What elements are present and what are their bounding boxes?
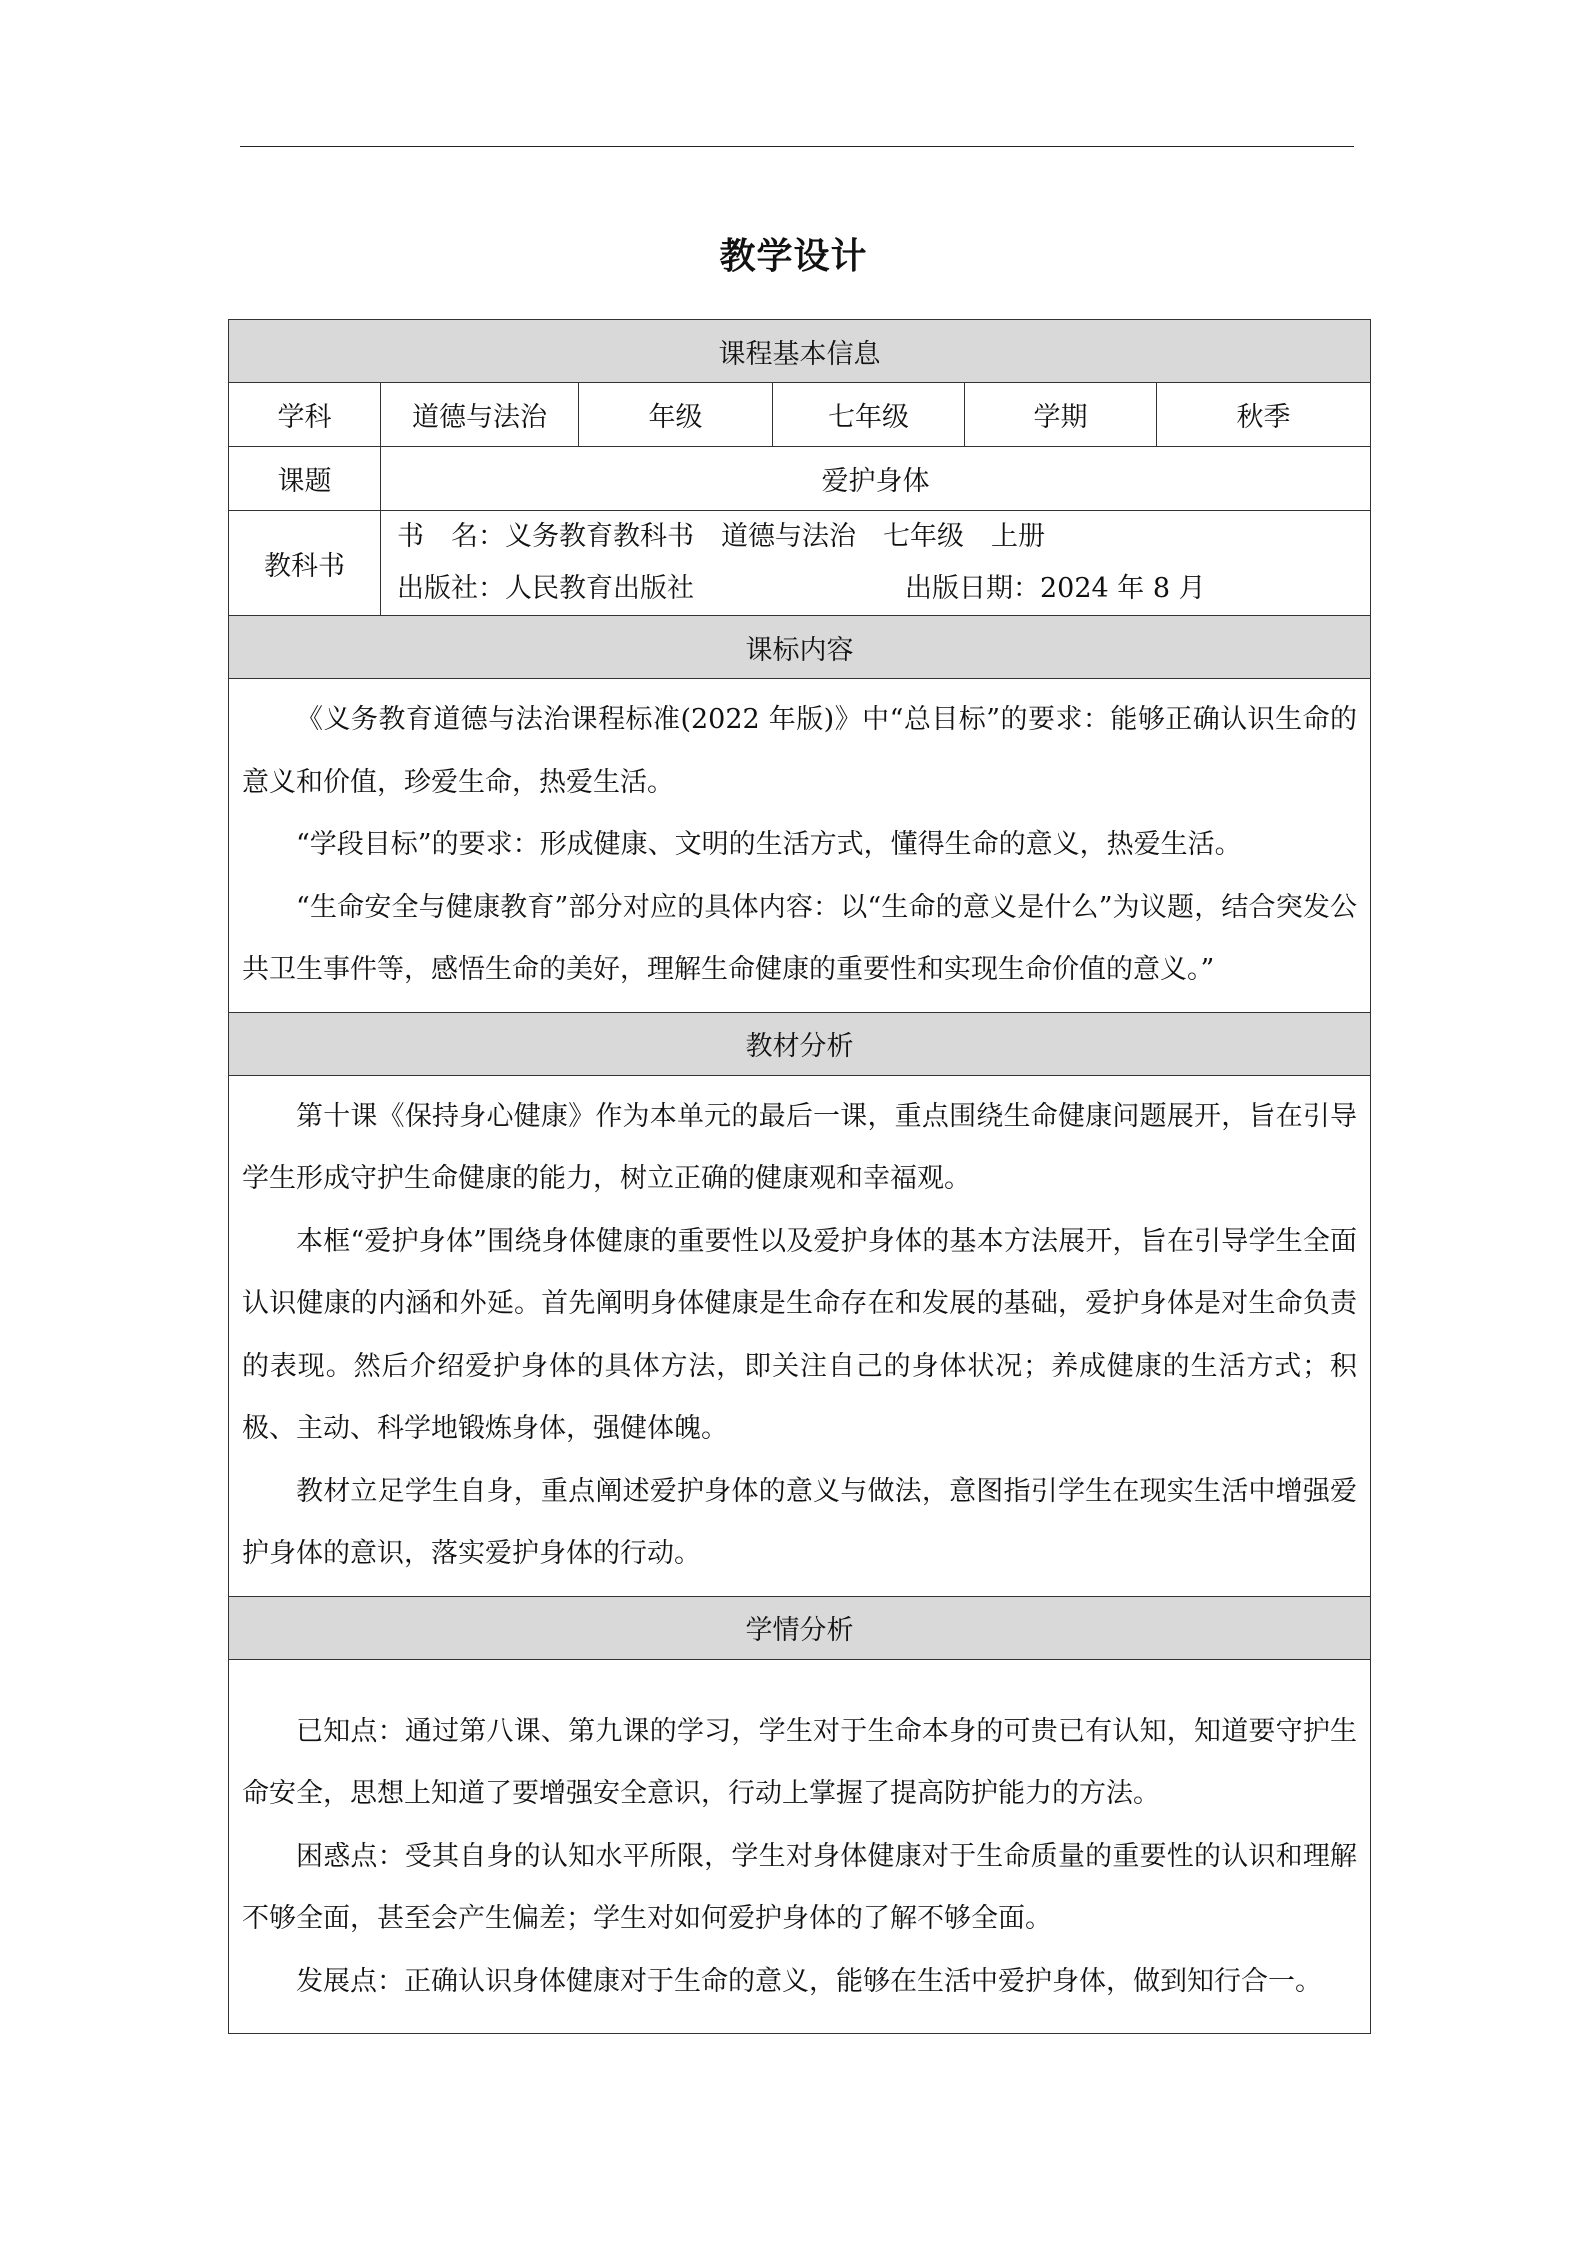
paragraph: 发展点：正确认识身体健康对于生命的意义，能够在生活中爱护身体，做到知行合一。 [296,1965,1322,1997]
header-rule [240,146,1354,147]
paragraph: “生命安全与健康教育”部分对应的具体内容：以“生命的意义是什么”为议题，结合突发公共卫生事件等，感悟生命的美好，理解生命健康的重要性和实现生命价值的意义。” [242,891,1358,985]
paragraph: 本框“爱护身体”围绕身体健康的重要性以及爱护身体的基本方法展开，旨在引导学生全面认识健康的内涵和外延。首先阐明身体健康是生命存在和发展的基础，爱护身体是对生命负责的表现。然后介绍爱护身体的具体方法，即关注自己的身体状况；养成健康的生活方式；积极、主动、科学地锻炼身体，强健体魄。 [242,1225,1358,1444]
subject-label: 学科 [229,383,381,447]
term-label: 学期 [965,383,1157,447]
document-title: 教学设计 [719,235,868,277]
lesson-design-table [228,319,1371,2034]
grade-label: 年级 [579,383,773,447]
topic-value: 爱护身体 [381,447,1371,511]
paragraph: 《义务教育道德与法治课程标准(2022 年版)》中“总目标”的要求：能够正确认识生命的意义和价值，珍爱生命，热爱生活。 [242,704,1358,798]
textbook-label: 教科书 [229,511,381,616]
book-name-part: 七年级 [883,521,964,552]
textbook-analysis-header: 教材分析 [229,1012,1371,1075]
grade-value: 七年级 [773,383,965,447]
publisher-label: 出版社： [397,573,505,604]
book-name-line [397,511,1370,563]
pub-date-value: 2024 年 8 月 [1040,573,1206,604]
student-analysis-header: 学情分析 [229,1596,1371,1659]
book-name-part: 道德与法治 [721,521,856,552]
textbook-analysis-content [229,1075,1371,1596]
pub-date-label: 出版日期： [905,573,1040,604]
term-value: 秋季 [1157,383,1371,447]
paragraph: 已知点：通过第八课、第九课的学习，学生对于生命本身的可贵已有认知，知道要守护生命安全，思想上知道了要增强安全意识，行动上掌握了提高防护能力的方法。 [242,1715,1358,1809]
book-name-label: 书 名： [397,521,505,552]
basic-info-header: 课程基本信息 [229,320,1371,383]
curriculum-content [229,679,1371,1013]
subject-value: 道德与法治 [381,383,579,447]
curriculum-header: 课标内容 [229,616,1371,679]
paragraph: 第十课《保持身心健康》作为本单元的最后一课，重点围绕生命健康问题展开，旨在引导学生形成守护生命健康的能力，树立正确的健康观和幸福观。 [242,1100,1358,1194]
publisher-value: 人民教育出版社 [505,573,694,604]
book-name-part: 义务教育教科书 [505,521,694,552]
textbook-info [381,511,1371,616]
publisher-line [397,563,1370,615]
student-analysis-content [229,1659,1371,2034]
book-name-part: 上册 [991,521,1045,552]
paragraph: “学段目标”的要求：形成健康、文明的生活方式，懂得生命的意义，热爱生活。 [296,829,1242,860]
paragraph: 困惑点：受其自身的认知水平所限，学生对身体健康对于生命质量的重要性的认识和理解不够全面，甚至会产生偏差；学生对如何爱护身体的了解不够全面。 [242,1840,1358,1934]
topic-label: 课题 [229,447,381,511]
paragraph: 教材立足学生自身，重点阐述爱护身体的意义与做法，意图指引学生在现实生活中增强爱护身体的意识，落实爱护身体的行动。 [242,1475,1358,1569]
